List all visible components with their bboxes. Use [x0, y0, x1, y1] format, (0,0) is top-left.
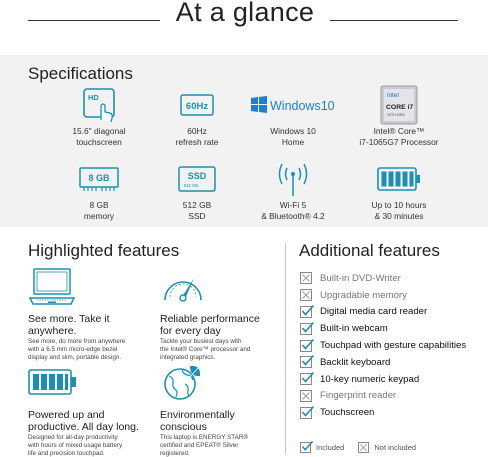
feature-label: Touchscreen	[320, 407, 375, 419]
svg-text:SSD: SSD	[187, 171, 207, 181]
highlight-battery-heading2: productive. All day long.	[28, 421, 139, 433]
additional-features-list	[300, 270, 480, 421]
legend-included-label: Included	[316, 443, 345, 452]
title-rule-right	[330, 20, 458, 21]
spec-wireless-line2: & Bluetooth® 4.2	[261, 211, 325, 221]
highlight-performance-desc2: the Intel® Core™ processor and	[160, 346, 251, 353]
svg-text:512 GB: 512 GB	[184, 183, 199, 188]
feature-touchpad-gestures	[300, 337, 480, 354]
feature-webcam	[300, 320, 480, 337]
title-rule-left	[28, 20, 160, 21]
ram-icon	[79, 166, 119, 192]
svg-text:Windows10: Windows10	[270, 99, 335, 113]
spec-memory-line2: memory	[83, 211, 115, 221]
highlight-see-more	[28, 266, 158, 362]
highlight-battery-life	[28, 362, 158, 457]
spec-processor-line1: Intel® Core™	[373, 126, 425, 136]
feature-dvd-writer	[300, 270, 480, 287]
intel-core-i7-badge-icon	[380, 85, 418, 125]
included-check-icon	[300, 323, 312, 335]
highlight-see-more-desc2: with a 6.5 mm micro-edge bezel	[28, 346, 118, 353]
highlight-performance-heading1: Reliable performance	[160, 313, 260, 325]
included-check-icon	[300, 407, 312, 419]
highlight-environment-desc1: This laptop is ENERGY STAR®	[160, 434, 249, 441]
60hz-refresh-icon	[180, 94, 214, 116]
feature-label: Backlit keyboard	[320, 356, 391, 368]
highlight-see-more-heading2: anywhere.	[28, 325, 77, 337]
globe-leaf-icon	[160, 362, 204, 406]
highlight-battery-desc3: life and precision touchpad.	[28, 450, 105, 457]
highlight-battery-desc1: Designed for all-day productivity	[28, 434, 118, 441]
spec-wireless-line1: Wi-Fi 5	[279, 200, 307, 210]
feature-upgradable-memory	[300, 287, 480, 304]
highlight-performance-heading2: for every day	[160, 325, 221, 337]
spec-os-line1: Windows 10	[270, 126, 316, 136]
spec-memory	[44, 159, 154, 222]
section-divider	[285, 243, 286, 455]
spec-battery-line1: Up to 10 hours	[371, 200, 427, 210]
ssd-icon	[178, 166, 216, 192]
highlight-battery-heading1: Powered up and	[28, 409, 105, 421]
highlight-performance	[160, 266, 290, 362]
spec-memory-line1: 8 GB	[89, 200, 109, 210]
spec-touchscreen-line1: 15.6" diagonal	[72, 126, 126, 136]
spec-refresh-rate	[142, 85, 252, 148]
speedometer-icon	[160, 266, 206, 310]
feature-backlit-keyboard	[300, 354, 480, 371]
battery-icon	[377, 167, 421, 191]
features-legend	[300, 442, 416, 453]
wifi-antenna-icon	[276, 161, 310, 197]
feature-label: Fingerprint reader	[320, 390, 397, 402]
not-included-box-icon	[300, 289, 312, 301]
highlight-performance-desc3: integrated graphics.	[160, 354, 216, 361]
spec-processor-line2: i7-1065G7 Processor	[359, 137, 439, 147]
feature-label: Built-in webcam	[320, 323, 388, 335]
battery-full-icon	[28, 362, 78, 402]
feature-touchscreen	[300, 404, 480, 421]
legend-not-included-label: Not included	[374, 443, 417, 452]
spec-refresh-line1: 60Hz	[187, 126, 207, 136]
highlight-environment-heading2: conscious	[160, 421, 207, 433]
included-check-icon	[300, 356, 312, 368]
highlight-environment-heading1: Environmentally	[160, 409, 235, 421]
svg-text:CORE i7: CORE i7	[386, 104, 414, 111]
feature-label: Upgradable memory	[320, 289, 407, 301]
svg-text:60Hz: 60Hz	[185, 101, 209, 112]
specifications-panel	[0, 55, 488, 227]
spec-os	[238, 85, 348, 148]
svg-text:8 GB: 8 GB	[88, 173, 110, 183]
feature-label: Touchpad with gesture capabilities	[320, 340, 467, 352]
laptop-icon	[28, 266, 76, 310]
highlight-see-more-desc3: display and slim, portable design.	[28, 354, 122, 361]
feature-numeric-keypad	[300, 371, 480, 388]
spec-processor	[344, 85, 454, 148]
not-included-box-icon	[300, 390, 312, 402]
included-check-icon	[300, 442, 311, 453]
page-header	[0, 0, 488, 42]
feature-label: Digital media card reader	[320, 306, 428, 318]
windows-logo-icon	[250, 95, 336, 115]
highlight-environment-desc2: certified and EPEAT® Silver	[160, 442, 239, 449]
spec-storage-line1: 512 GB	[182, 200, 212, 210]
feature-fingerprint-reader	[300, 388, 480, 405]
highlight-environment-desc3: registered.	[160, 450, 190, 457]
feature-label: Built-in DVD-Writer	[320, 272, 401, 284]
spec-wireless	[238, 159, 348, 222]
svg-text:10TH GEN: 10TH GEN	[387, 113, 405, 117]
highlight-see-more-desc1: See more, do more from anywhere	[28, 338, 126, 345]
spec-battery-line2: & 30 minutes	[374, 211, 424, 221]
included-check-icon	[300, 340, 312, 352]
not-included-box-icon	[300, 272, 312, 284]
additional-features-title: Additional features	[299, 241, 440, 260]
spec-touchscreen-line2: touchscreen	[76, 137, 122, 147]
spec-storage-line2: SSD	[188, 211, 206, 221]
specifications-title: Specifications	[28, 64, 133, 83]
spec-storage	[142, 159, 252, 222]
spec-os-line2: Home	[281, 137, 305, 147]
spec-touchscreen	[44, 85, 154, 148]
svg-text:HD: HD	[88, 93, 99, 102]
feature-label: 10-key numeric keypad	[320, 373, 420, 385]
included-check-icon	[300, 373, 312, 385]
feature-card-reader	[300, 304, 480, 321]
spec-refresh-line2: refresh rate	[175, 137, 219, 147]
page-title: At a glance	[175, 0, 315, 27]
not-included-box-icon	[358, 442, 369, 453]
highlighted-features-title: Highlighted features	[28, 241, 180, 260]
highlight-environment	[160, 362, 290, 457]
spec-battery	[344, 159, 454, 222]
hd-touchscreen-icon	[82, 87, 116, 123]
highlight-performance-desc1: Tackle your busiest days with	[160, 338, 242, 345]
svg-text:intel: intel	[387, 92, 399, 99]
included-check-icon	[300, 306, 312, 318]
highlight-battery-desc2: with hours of mixed usage battery	[28, 442, 123, 449]
highlight-see-more-heading1: See more. Take it	[28, 313, 110, 325]
